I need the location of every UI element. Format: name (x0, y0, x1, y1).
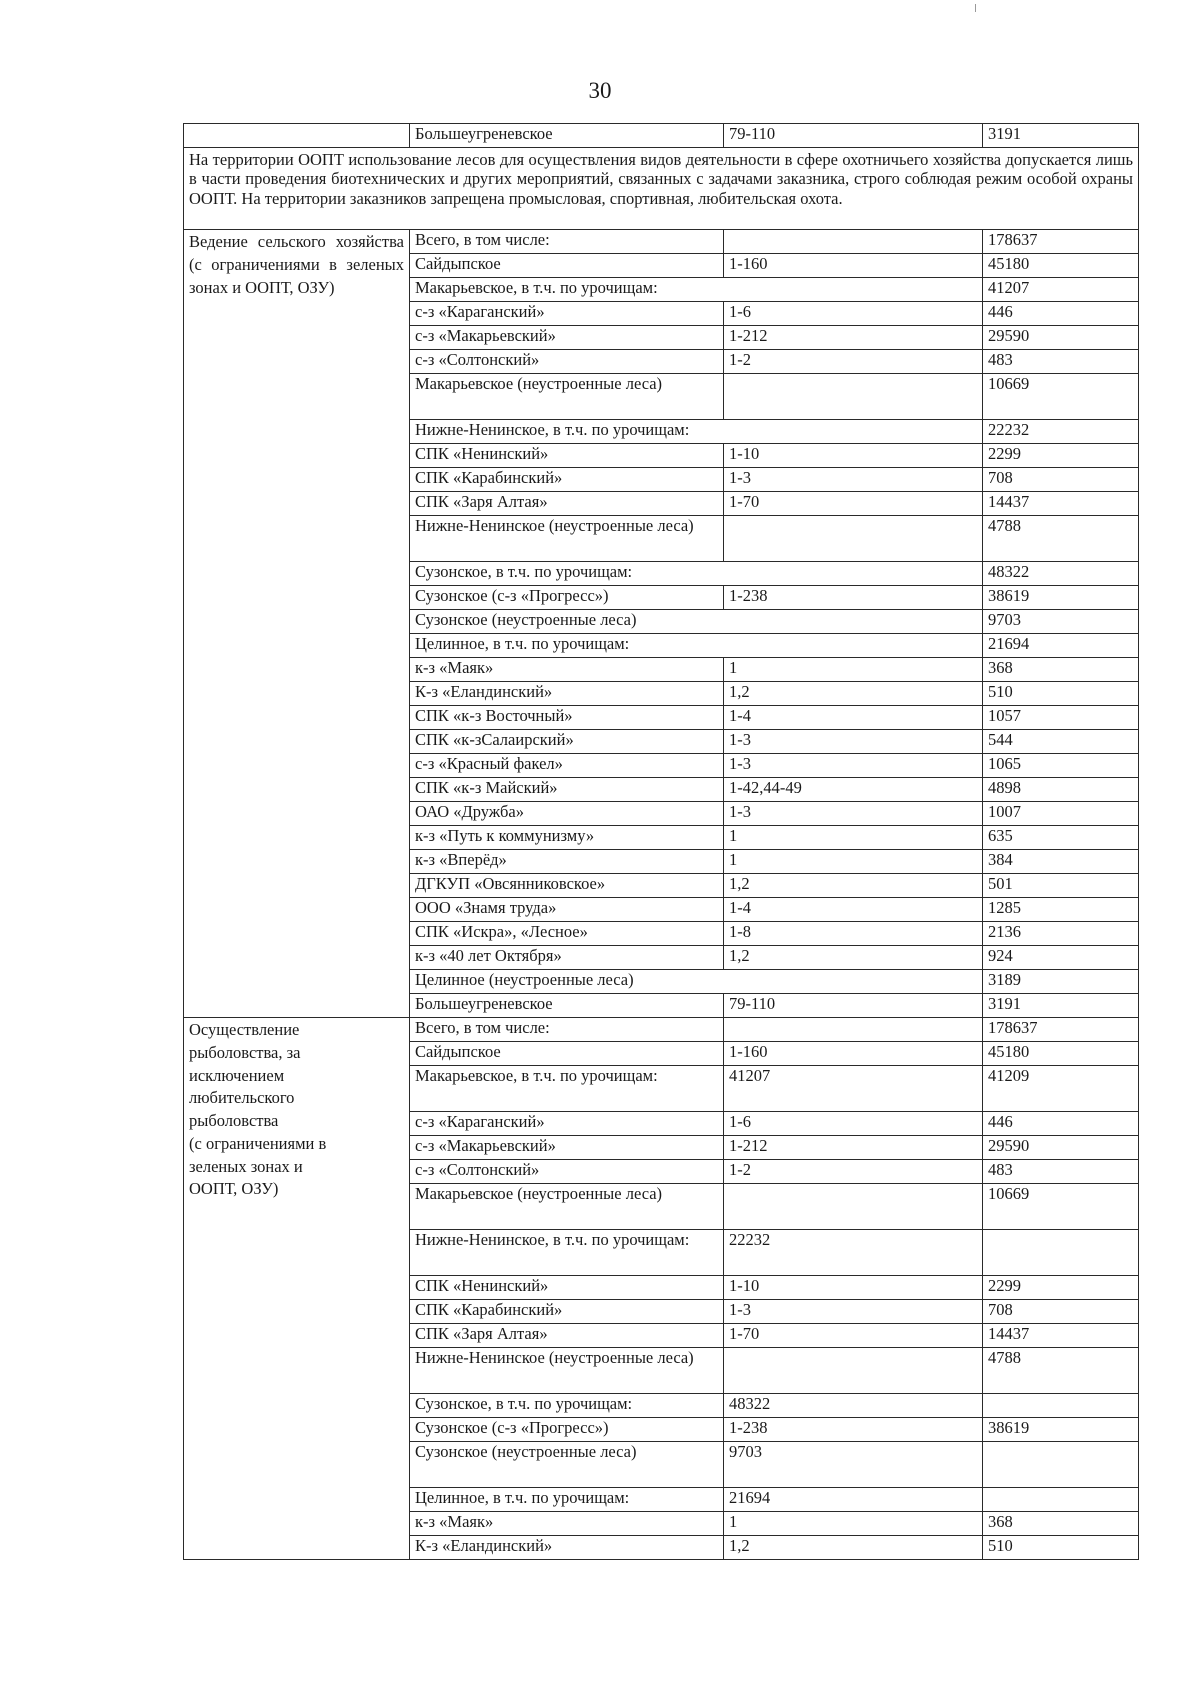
area-value: 510 (983, 1536, 1139, 1560)
quarter-numbers: 1-6 (724, 1112, 983, 1136)
district-name: СПК «Ненинский» (410, 444, 724, 468)
area-value: 501 (983, 874, 1139, 898)
area-value: 4898 (983, 778, 1139, 802)
area-value: 14437 (983, 492, 1139, 516)
table-row (184, 1018, 1139, 1042)
area-value: 924 (983, 946, 1139, 970)
quarter-numbers: 1,2 (724, 874, 983, 898)
district-name: Макарьевское, в т.ч. по урочищам: (410, 1066, 724, 1112)
activity-line: любительского (189, 1088, 295, 1108)
district-name: ДГКУП «Овсянниковское» (410, 874, 724, 898)
area-value: 48322 (983, 562, 1139, 586)
quarter-numbers: 79-110 (724, 124, 983, 148)
area-value: 41207 (983, 278, 1139, 302)
district-name: Сузонское (неустроенные леса) (410, 610, 983, 634)
area-value: 22232 (983, 420, 1139, 444)
district-name: СПК «Ненинский» (410, 1276, 724, 1300)
quarter-numbers: 1-8 (724, 922, 983, 946)
quarter-numbers: 21694 (724, 1488, 983, 1512)
district-name: Нижне-Ненинское (неустроенные леса) (410, 1348, 724, 1394)
district-name: Макарьевское (неустроенные леса) (410, 1184, 724, 1230)
area-value: 544 (983, 730, 1139, 754)
district-name: Сузонское (с-з «Прогресс») (410, 1418, 724, 1442)
district-name: Макарьевское (неустроенные леса) (410, 374, 724, 420)
quarter-numbers: 79-110 (724, 994, 983, 1018)
district-name: с-з «Красный факел» (410, 754, 724, 778)
district-name: к-з «40 лет Октября» (410, 946, 724, 970)
district-name: СПК «к-з Восточный» (410, 706, 724, 730)
quarter-numbers: 1 (724, 850, 983, 874)
district-name: СПК «Заря Алтая» (410, 492, 724, 516)
quarter-numbers: 1-4 (724, 706, 983, 730)
quarter-numbers: 48322 (724, 1394, 983, 1418)
district-name: Макарьевское, в т.ч. по урочищам: (410, 278, 983, 302)
district-name: ООО «Знамя труда» (410, 898, 724, 922)
area-value (983, 1442, 1139, 1488)
quarter-numbers: 1-70 (724, 492, 983, 516)
area-value: 368 (983, 658, 1139, 682)
district-name: к-з «Путь к коммунизму» (410, 826, 724, 850)
district-name: Большеугреневское (410, 994, 724, 1018)
area-value: 3189 (983, 970, 1139, 994)
scan-artifact (975, 4, 976, 12)
area-value (983, 1394, 1139, 1418)
quarter-numbers: 1,2 (724, 1536, 983, 1560)
quarter-numbers: 1-3 (724, 468, 983, 492)
area-value: 2136 (983, 922, 1139, 946)
quarter-numbers: 1-212 (724, 1136, 983, 1160)
area-value: 384 (983, 850, 1139, 874)
quarter-numbers: 1-10 (724, 444, 983, 468)
area-value: 41209 (983, 1066, 1139, 1112)
district-name: Сузонское (неустроенные леса) (410, 1442, 724, 1488)
activity-line: зеленых зонах и (189, 1156, 303, 1176)
area-value: 1285 (983, 898, 1139, 922)
district-name: с-з «Солтонский» (410, 350, 724, 374)
district-name: Всего, в том числе: (410, 230, 724, 254)
activity-line: (с ограничениями в (189, 1133, 327, 1153)
area-value: 708 (983, 1300, 1139, 1324)
district-name: с-з «Караганский» (410, 302, 724, 326)
district-name: Сузонское, в т.ч. по урочищам: (410, 562, 983, 586)
district-name: Большеугреневское (410, 124, 724, 148)
quarter-numbers (724, 516, 983, 562)
quarter-numbers: 1,2 (724, 682, 983, 706)
area-value (983, 1488, 1139, 1512)
activity-line: ООПТ, ОЗУ) (189, 1179, 279, 1199)
area-value: 1057 (983, 706, 1139, 730)
area-value: 1065 (983, 754, 1139, 778)
area-value: 368 (983, 1512, 1139, 1536)
area-value: 1007 (983, 802, 1139, 826)
district-name: с-з «Макарьевский» (410, 326, 724, 350)
area-value: 38619 (983, 1418, 1139, 1442)
activity-line: рыболовства (189, 1111, 279, 1131)
district-name: СПК «Карабинский» (410, 468, 724, 492)
district-name: Нижне-Ненинское (неустроенные леса) (410, 516, 724, 562)
area-value: 29590 (983, 1136, 1139, 1160)
area-value: 635 (983, 826, 1139, 850)
note-row (184, 148, 1139, 230)
activity-type (184, 1018, 410, 1560)
hunting-note: На территории ООПТ использование лесов для осуществления видов деятельности в сфере охотничьего хозяйства допускается лишь в части проведения биотехнических и других мероприятий, связанных с задачами заказника, строго соблюдая режим особой охраны ООПТ. На территории заказников запрещена промысловая, спортивная, любительская охота. (184, 148, 1139, 230)
district-name: к-з «Маяк» (410, 658, 724, 682)
area-value: 510 (983, 682, 1139, 706)
table-row (184, 124, 1139, 148)
area-value: 38619 (983, 586, 1139, 610)
quarter-numbers: 1-42,44-49 (724, 778, 983, 802)
quarter-numbers (724, 1018, 983, 1042)
page-number: 30 (588, 78, 612, 103)
quarter-numbers: 1 (724, 826, 983, 850)
forest-use-table (183, 123, 1139, 1560)
district-name: к-з «Вперёд» (410, 850, 724, 874)
district-name: Сайдыпское (410, 254, 724, 278)
quarter-numbers: 22232 (724, 1230, 983, 1276)
district-name: СПК «Карабинский» (410, 1300, 724, 1324)
quarter-numbers: 1-160 (724, 1042, 983, 1066)
district-name: Нижне-Ненинское, в т.ч. по урочищам: (410, 1230, 724, 1276)
quarter-numbers: 1-238 (724, 586, 983, 610)
activity-line: рыболовства, за (189, 1042, 301, 1062)
quarter-numbers: 1-2 (724, 1160, 983, 1184)
area-value: 2299 (983, 444, 1139, 468)
area-value: 483 (983, 350, 1139, 374)
district-name: Всего, в том числе: (410, 1018, 724, 1042)
activity-cell (184, 124, 410, 148)
district-name: Сайдыпское (410, 1042, 724, 1066)
district-name: с-з «Макарьевский» (410, 1136, 724, 1160)
quarter-numbers: 1,2 (724, 946, 983, 970)
quarter-numbers: 1 (724, 658, 983, 682)
quarter-numbers (724, 1184, 983, 1230)
quarter-numbers: 1-2 (724, 350, 983, 374)
district-name: ОАО «Дружба» (410, 802, 724, 826)
quarter-numbers: 1-4 (724, 898, 983, 922)
quarter-numbers (724, 230, 983, 254)
area-value: 3191 (983, 994, 1139, 1018)
district-name: СПК «к-з Майский» (410, 778, 724, 802)
district-name: Сузонское (с-з «Прогресс») (410, 586, 724, 610)
activity-line: Осуществление (189, 1020, 300, 1039)
quarter-numbers: 1-212 (724, 326, 983, 350)
activity-type: Ведение сельского хозяйства (с ограничениями в зеленых зонах и ООПТ, ОЗУ) (184, 230, 410, 1018)
area-value: 3191 (983, 124, 1139, 148)
area-value: 446 (983, 302, 1139, 326)
area-value: 2299 (983, 1276, 1139, 1300)
quarter-numbers: 9703 (724, 1442, 983, 1488)
area-value: 10669 (983, 374, 1139, 420)
area-value: 178637 (983, 230, 1139, 254)
district-name: К-з «Еландинский» (410, 1536, 724, 1560)
district-name: СПК «Заря Алтая» (410, 1324, 724, 1348)
district-name: Целинное, в т.ч. по урочищам: (410, 1488, 724, 1512)
quarter-numbers: 1-70 (724, 1324, 983, 1348)
quarter-numbers: 1-3 (724, 802, 983, 826)
quarter-numbers: 1-6 (724, 302, 983, 326)
table-row (184, 230, 1139, 254)
area-value: 446 (983, 1112, 1139, 1136)
district-name: к-з «Маяк» (410, 1512, 724, 1536)
area-value: 4788 (983, 1348, 1139, 1394)
area-value: 178637 (983, 1018, 1139, 1042)
quarter-numbers (724, 374, 983, 420)
quarter-numbers: 1-10 (724, 1276, 983, 1300)
area-value: 4788 (983, 516, 1139, 562)
area-value: 483 (983, 1160, 1139, 1184)
quarter-numbers: 1-3 (724, 754, 983, 778)
area-value: 45180 (983, 254, 1139, 278)
area-value: 10669 (983, 1184, 1139, 1230)
quarter-numbers (724, 1348, 983, 1394)
district-name: с-з «Караганский» (410, 1112, 724, 1136)
area-value: 21694 (983, 634, 1139, 658)
district-name: СПК «Искра», «Лесное» (410, 922, 724, 946)
area-value: 45180 (983, 1042, 1139, 1066)
area-value: 29590 (983, 326, 1139, 350)
district-name: Целинное, в т.ч. по урочищам: (410, 634, 983, 658)
quarter-numbers: 1-3 (724, 730, 983, 754)
area-value: 708 (983, 468, 1139, 492)
district-name: К-з «Еландинский» (410, 682, 724, 706)
quarter-numbers: 1-238 (724, 1418, 983, 1442)
quarter-numbers: 1-3 (724, 1300, 983, 1324)
area-value (983, 1230, 1139, 1276)
quarter-numbers: 1-160 (724, 254, 983, 278)
area-value: 14437 (983, 1324, 1139, 1348)
district-name: с-з «Солтонский» (410, 1160, 724, 1184)
area-value: 9703 (983, 610, 1139, 634)
district-name: Сузонское, в т.ч. по урочищам: (410, 1394, 724, 1418)
district-name: Нижне-Ненинское, в т.ч. по урочищам: (410, 420, 983, 444)
quarter-numbers: 1 (724, 1512, 983, 1536)
quarter-numbers: 41207 (724, 1066, 983, 1112)
district-name: СПК «к-зСалаирский» (410, 730, 724, 754)
district-name: Целинное (неустроенные леса) (410, 970, 983, 994)
activity-line: исключением (189, 1065, 285, 1085)
